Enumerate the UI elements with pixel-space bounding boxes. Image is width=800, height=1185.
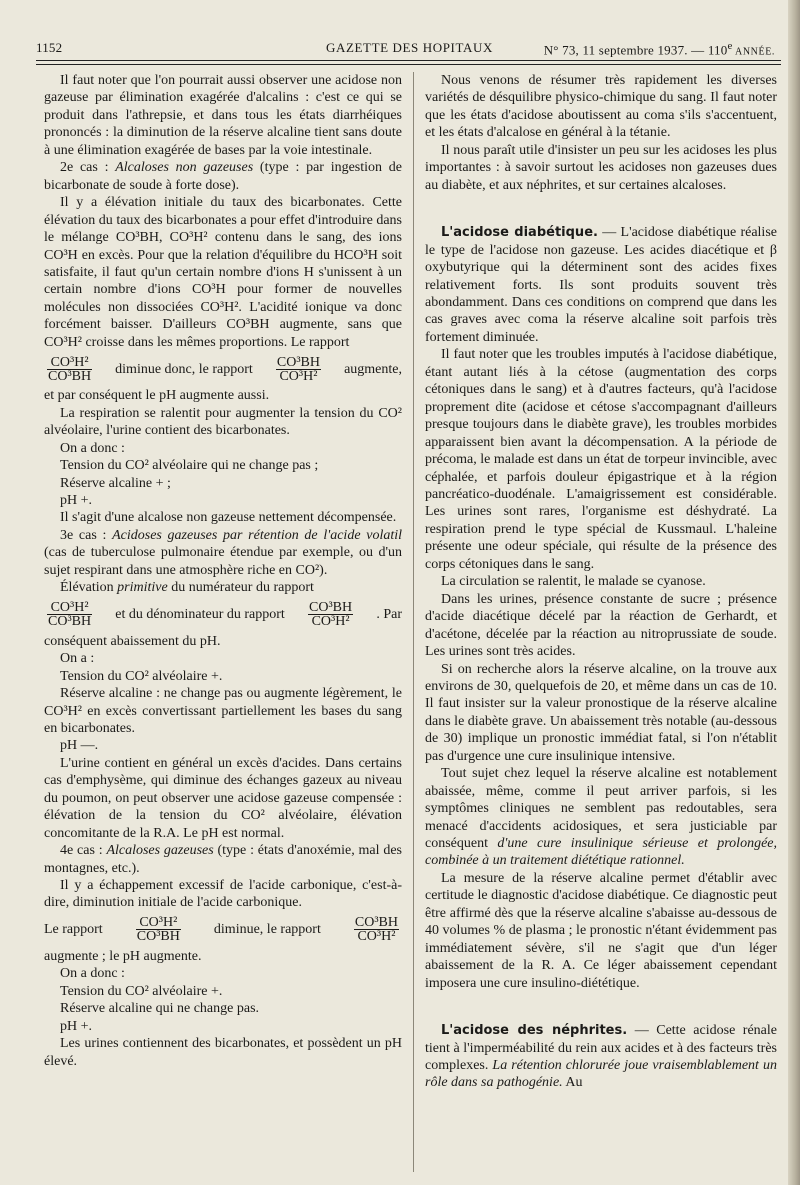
italic-run: primitive bbox=[117, 580, 168, 596]
case-title: Acidoses gazeuses par rétention de l'acide volatil bbox=[112, 527, 403, 543]
paragraph bbox=[44, 579, 402, 596]
case-2-heading bbox=[44, 159, 402, 194]
numerator: CO³BH bbox=[354, 915, 398, 931]
paragraph: Réserve alcaline : ne change pas ou augmente légèrement, le CO³H² en excès convertissant partiellement les bases du sang en bicarbonates. bbox=[44, 686, 402, 736]
paragraph: conséquent abaissement du pH. bbox=[44, 633, 221, 649]
case-label: 2e cas : bbox=[60, 160, 116, 176]
paragraph: et par conséquent le pH augmente aussi. bbox=[44, 388, 270, 404]
case-tail: (type : états d'anoxémie, mal des montagnes, etc.). bbox=[44, 843, 402, 876]
list-line: On a : bbox=[60, 651, 95, 667]
list-line: Réserve alcaline + ; bbox=[60, 475, 171, 491]
case-title: Alcaloses gazeuses bbox=[106, 843, 214, 859]
section-heading: L'acidose diabétique. bbox=[441, 225, 598, 241]
section-nephritic-acidosis bbox=[425, 1022, 777, 1092]
spacer bbox=[425, 194, 777, 224]
paragraph: Dans les urines, présence constante de sucre ; présence d'acide diacétique décelé par la réaction de Gerhardt, et d'acétone, décelée par la réaction au nitroprussiate de soude. Les urines sont très acides. bbox=[425, 591, 777, 660]
issue-info bbox=[544, 40, 775, 58]
formula-line bbox=[44, 597, 402, 633]
case-3-heading bbox=[44, 527, 402, 579]
formula-text: diminue donc, le rapport bbox=[115, 361, 253, 377]
issue-sup: e bbox=[727, 40, 733, 52]
numerator: CO³BH bbox=[276, 354, 320, 370]
fraction bbox=[136, 916, 181, 943]
formula-line bbox=[44, 351, 402, 387]
case-tail: (type : par ingestion de bicarbonate de soude à forte dose). bbox=[44, 160, 402, 193]
denominator: CO³BH bbox=[136, 929, 180, 945]
paragraph: Il y a élévation initiale du taux des bicarbonates. Cette élévation du taux des bicarbonates a pour effet d'introduire dans le mélange CO³BH, CO³H² contenu dans le sang, des ions CO³H en excès. Pour que la relation d'équilibre du HCO³H soit satisfaite, il faut qu'un certain nombre d'ions H s'unissent à un certain nombre d'ions CO³H pour former de nouvelles molécules non dissociées CO³H². L'acidité ionique va donc forcément baisser. D'ailleurs CO³BH augmente, sans que CO³H² croisse dans les mêmes proportions. Le rapport bbox=[44, 195, 402, 350]
text-run: Tout sujet chez lequel la réserve alcaline est notablement abaissée, même, comme il peut arriver parfois, si les symptômes cliniques ne semblent pas redoutables, sera menacé d'accidents acidosiques, et sera justiciable par conséquent bbox=[425, 766, 777, 852]
text-run: — L'acidose diabétique réalise le type de l'acidose non gazeuse. Les acides diacétique et β oxybutyrique qui la déterminent sont des acides fixes relativement forts. Ils sont produits souvent très abondamment. Dans ces conditions on comprend que dans les cas graves avec coma la réserve alcaline soit parfois très fortement diminuée. bbox=[425, 225, 777, 345]
issue-text: N° 73, 11 septembre 1937. — 110 bbox=[543, 42, 728, 58]
text-run: Élévation bbox=[60, 580, 118, 596]
journal-title: GAZETTE DES HOPITAUX bbox=[326, 40, 493, 55]
paragraph: L'urine contient en général un excès d'acides. Dans certains cas d'emphysème, qui diminue des échanges gazeux au niveau du poumon, on peut observer une acidose gazeuse compensée : élévation de la tension du CO² alvéolaire, élévation concomitante de la R.A. Le pH est normal. bbox=[44, 755, 402, 841]
paragraph: Il faut noter que l'on pourrait aussi observer une acidose non gazeuse par élimination exagérée d'alcalins : c'est ce qui se produit dans l'athrepsie, et dans tous les états diarrhéiques prononcés : la diminution de la réserve alcaline tient sans doute à une élimination exagérée de bases par la voie intestinale. bbox=[44, 73, 402, 158]
paragraph: La circulation se ralentit, le malade se cyanose. bbox=[441, 574, 706, 590]
list-line: On a donc : bbox=[60, 440, 125, 456]
fraction bbox=[308, 601, 353, 628]
numerator: CO³H² bbox=[136, 916, 181, 930]
italic-run: d'une cure insulinique sérieuse et prolongée, combinée à un traitement diététique rationnel. bbox=[425, 836, 778, 869]
text-run: — Cette acidose rénale tient à l'imperméabilité du rein aux acides et à des facteurs très complexes. bbox=[425, 1023, 778, 1074]
formula-text: et du dénominateur du rapport bbox=[115, 606, 285, 622]
numerator: CO³H² bbox=[47, 356, 92, 370]
paragraph: La respiration se ralentit pour augmenter la tension du CO² alvéolaire, l'urine contient des bicarbonates. bbox=[44, 405, 402, 439]
paragraph: augmente ; le pH augmente. bbox=[44, 948, 202, 964]
page-number: 1152 bbox=[36, 40, 63, 55]
denominator: CO³BH bbox=[48, 614, 92, 630]
denominator: CO³H² bbox=[357, 929, 396, 945]
list-line: Tension du CO² alvéolaire qui ne change pas ; bbox=[60, 458, 319, 474]
text-run: Au bbox=[562, 1075, 583, 1091]
running-header bbox=[36, 36, 781, 58]
paragraph: La mesure de la réserve alcaline permet d'établir avec certitude le diagnostic d'acidose diabétique. Ce diagnostic peut être affirmé dès que la réserve alcaline s'abaisse au-dessous de 40 volumes % de plasma ; le pronostic n'étant évidemment pas immédiatement sévère, s'il ne s'agit que d'un léger abaissement de la R. A. Ce léger abaissement cependant imposera une cure insulino-diététique. bbox=[425, 870, 777, 991]
numerator: CO³H² bbox=[47, 601, 92, 615]
case-4-heading bbox=[44, 842, 402, 877]
formula-text: . Par bbox=[376, 606, 402, 622]
paragraph: Il y a échappement excessif de l'acide carbonique, c'est-à-dire, diminution initiale de l'acide carbonique. bbox=[44, 878, 402, 911]
section-heading: L'acidose des néphrites. bbox=[441, 1023, 628, 1039]
italic-run: La rétention chlorurée joue vraisemblablement un rôle dans sa pathogénie. bbox=[425, 1058, 777, 1091]
denominator: CO³BH bbox=[48, 368, 92, 384]
right-column bbox=[425, 72, 777, 1092]
denominator: CO³H² bbox=[311, 614, 350, 630]
header-rule-bottom bbox=[36, 64, 781, 65]
left-column bbox=[44, 72, 402, 1070]
formula-text: augmente, bbox=[344, 361, 402, 377]
paragraph: Il s'agit d'une alcalose non gazeuse nettement décompensée. bbox=[60, 510, 397, 526]
paragraph: Si on recherche alors la réserve alcaline, on la trouve aux environs de 30, quelquefois de 20, et même dans un cas de 10. Il faut insister sur la valeur pronostique de la réserve alcaline dans le diabète grave. Un abaissement très notable (au-dessous de 30) implique un pronostic immédiat fatal, si l'on n'établit pas d'urgence une cure insulinique intensive. bbox=[425, 661, 777, 764]
list-line: pH —. bbox=[60, 738, 99, 754]
formula-text: Le rapport bbox=[44, 922, 103, 938]
formula-text: diminue, le rapport bbox=[213, 922, 321, 938]
denominator: CO³H² bbox=[279, 368, 318, 384]
column-divider bbox=[413, 72, 414, 1172]
case-title: Alcaloses non gazeuses bbox=[115, 160, 254, 176]
list-line: pH +. bbox=[60, 492, 93, 508]
list-line: Tension du CO² alvéolaire +. bbox=[60, 983, 223, 999]
section-diabetic-acidosis bbox=[425, 224, 777, 346]
paragraph: Nous venons de résumer très rapidement les diverses variétés de désquilibre physico-chimique du sang. Il faut noter que les états d'acidose aboutissent au coma s'ils s'accentuent, et les états d'alcalose en général à la tétanie. bbox=[425, 73, 777, 141]
paragraph bbox=[425, 765, 777, 870]
numerator: CO³BH bbox=[309, 600, 353, 616]
fraction bbox=[276, 356, 321, 383]
fraction bbox=[47, 601, 92, 628]
text-run: du numérateur du rapport bbox=[167, 580, 314, 596]
page-edge-shadow bbox=[788, 0, 800, 1185]
spacer bbox=[425, 992, 777, 1022]
list-line: Tension du CO² alvéolaire +. bbox=[60, 668, 223, 684]
list-line: On a donc : bbox=[60, 966, 125, 982]
list-line: pH +. bbox=[60, 1018, 93, 1034]
paragraph: Les urines contiennent des bicarbonates, et possèdent un pH élevé. bbox=[44, 1036, 402, 1069]
fraction bbox=[354, 916, 399, 943]
paragraph: Il faut noter que les troubles imputés à l'acidose diabétique, étant autant liés à la cétose (augmentation des corps cétoniques dans le sang) et à d'autres facteurs, qu'à l'acidose proprement dite (acidose et cétose s'accompagnant d'ailleurs presque toujours dans le diabète grave), les troubles morbides apparaissent bien avant la décompensation. A la période de précoma, le malade est dans un état de torpeur invincible, avec céphalée, et parfois douleur épigastrique et à la région pancréatico-duodénale. L'amaigrissement est considérable. Les urines sont rares, l'organisme est déshydraté. La respiration prend le type spécial de Kussmaul. L'haleine présente une odeur spéciale, qui résulte de la présence des corps cétoniques dans le sang. bbox=[425, 347, 777, 572]
case-label: 4e cas : bbox=[60, 843, 107, 859]
paragraph: Il nous paraît utile d'insister un peu sur les acidoses les plus importantes : à savoir surtout les acidoses non gazeuses dues au diabète, et aux néphrites, et sur certaines alcaloses. bbox=[425, 142, 777, 193]
list-line: Réserve alcaline qui ne change pas. bbox=[60, 1001, 260, 1017]
case-tail: (cas de tuberculose pulmonaire étendue par exemple, ou d'un sujet respirant dans une atmosphère riche en CO²). bbox=[44, 545, 402, 578]
issue-year-word: ANNÉE. bbox=[732, 46, 775, 58]
case-label: 3e cas : bbox=[60, 527, 113, 543]
formula-line bbox=[44, 912, 402, 948]
fraction bbox=[47, 356, 92, 383]
header-rule-top bbox=[36, 60, 781, 61]
